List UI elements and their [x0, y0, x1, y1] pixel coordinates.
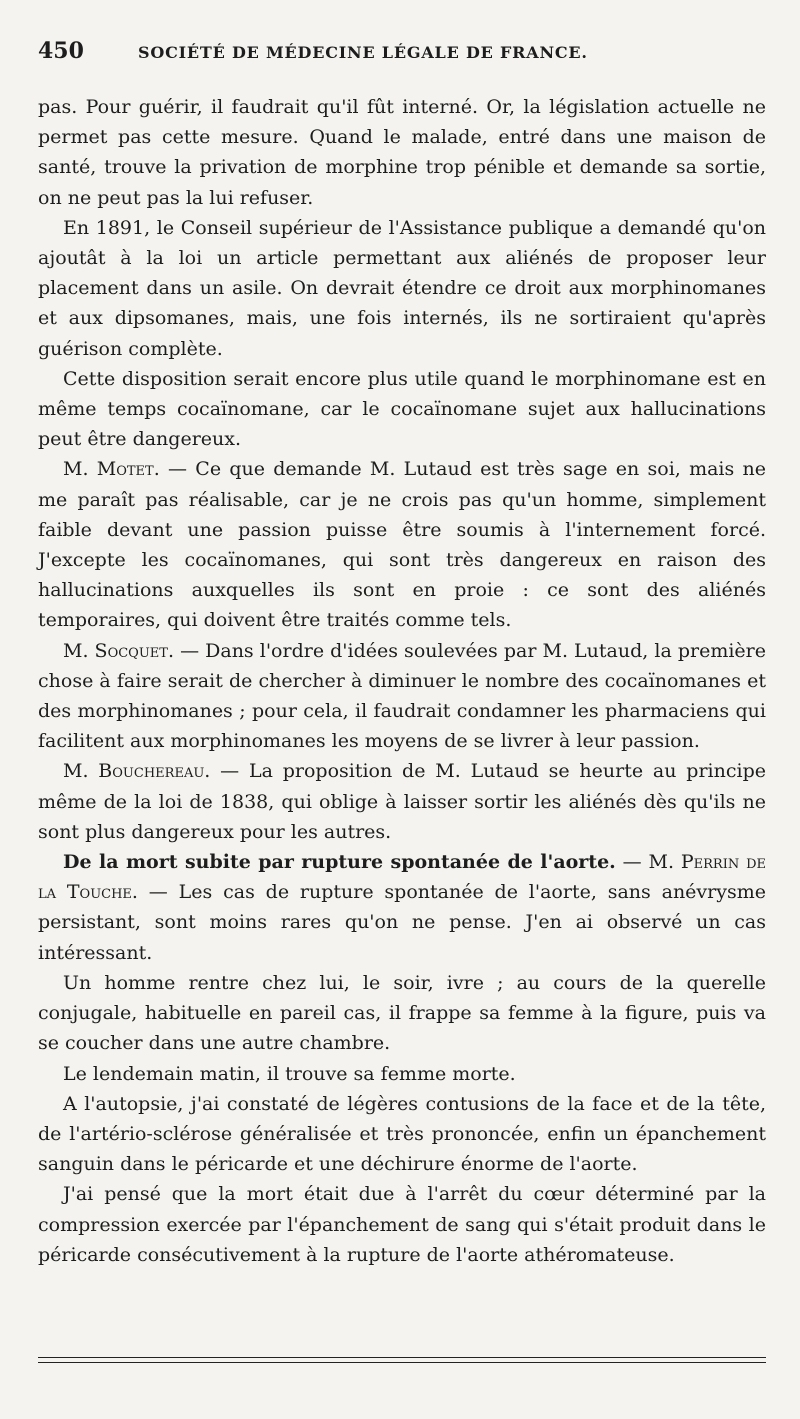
paragraph-text: A l'autopsie, j'ai constaté de légères contusions de la face et de la tête, de l'artério-sclérose généralisée et très prononcée, enfin un épanchement sanguin dans le péricarde et une déchirure énorme de l'aorte. [38, 1092, 766, 1176]
paragraph [38, 1179, 766, 1270]
speaker-name: M. Motet. [63, 458, 160, 481]
paragraph [38, 454, 766, 635]
paragraph-text: — La proposition de M. Lutaud se heurte au principe même de la loi de 1838, qui oblige à laisser sortir les aliénés dès qu'ils ne sont plus dangereux pour les autres. [38, 760, 766, 843]
paragraph-text: Le lendemain matin, il trouve sa femme morte. [63, 1062, 516, 1085]
footer-rule [38, 1357, 766, 1358]
paragraph-text: pas. Pour guérir, il faudrait qu'il fût interné. Or, la législation actuelle ne permet pas cette mesure. Quand le malade, entré dans une maison de santé, trouve la privation de morphine trop pénible et demande sa sortie, on ne peut pas la lui refuser. [38, 96, 766, 209]
paragraph-text: — Les cas de rupture spontanée de l'aorte, sans anévrysme persistant, sont moins rares qu'on ne pense. J'en ai observé un cas intéressant. [38, 881, 766, 964]
paragraph [38, 92, 766, 213]
paragraph-text: J'ai pensé que la mort était due à l'arrêt du cœur déterminé par la compression exercée par l'épanchement de sang qui s'était produit dans le péricarde consécutivement à la rupture de l'aorte athéromateuse. [38, 1183, 766, 1266]
speaker-name: M. Perrin de la Touche. [38, 851, 766, 904]
paragraph [38, 1089, 766, 1180]
page-header [38, 38, 766, 78]
paragraph [38, 213, 766, 364]
paragraph-text: Un homme rentre chez lui, le soir, ivre ; au cours de la querelle conjugale, habituelle en pareil cas, il frappe sa femme à la figure, puis va se coucher dans une autre chambre. [38, 971, 766, 1055]
paragraph [38, 1059, 766, 1089]
paragraph-text: Cette disposition serait encore plus utile quand le morphinomane est en même temps cocaïnomane, car le cocaïnomane sujet aux hallucinations peut être dangereux. [38, 367, 766, 451]
paragraph-text: — Ce que demande M. Lutaud est très sage en soi, mais ne me paraît pas réalisable, car je ne crois pas qu'un homme, simplement faible devant une passion puisse être soumis à l'internement forcé. J'excepte les cocaïnomanes, qui sont très dangereux en raison des hallucinations auxquelles ils sont en proie : ce sont des aliénés temporaires, qui doivent être traités comme tels. [38, 458, 766, 632]
page-number: 450 [38, 38, 84, 64]
paragraph [38, 847, 766, 968]
page [38, 38, 766, 1270]
paragraph [38, 968, 766, 1059]
body-text [38, 92, 766, 1270]
paragraph [38, 364, 766, 455]
running-head: SOCIÉTÉ DE MÉDECINE LÉGALE DE FRANCE. [138, 43, 588, 62]
speaker-name: M. Bouchereau. [63, 760, 211, 783]
paragraph [38, 636, 766, 757]
paragraph [38, 756, 766, 847]
speaker-name: M. Socquet. [63, 639, 174, 662]
dash: — [615, 851, 649, 874]
section-title: De la mort subite par rupture spontanée de l'aorte. [63, 851, 616, 874]
paragraph-text: — Dans l'ordre d'idées soulevées par M. Lutaud, la première chose à faire serait de chercher à diminuer le nombre des cocaïnomanes et des morphinomanes ; pour cela, il faudrait condamner les pharmaciens qui facilitent aux morphinomanes les moyens de se livrer à leur passion. [38, 639, 767, 753]
paragraph-text: En 1891, le Conseil supérieur de l'Assistance publique a demandé qu'on ajoutât à la loi un article permettant aux aliénés de proposer leur placement dans un asile. On devrait étendre ce droit aux morphinomanes et aux dipsomanes, mais, une fois internés, ils ne sortiraient qu'après guérison complète. [38, 216, 766, 360]
footer-rule [38, 1362, 766, 1363]
